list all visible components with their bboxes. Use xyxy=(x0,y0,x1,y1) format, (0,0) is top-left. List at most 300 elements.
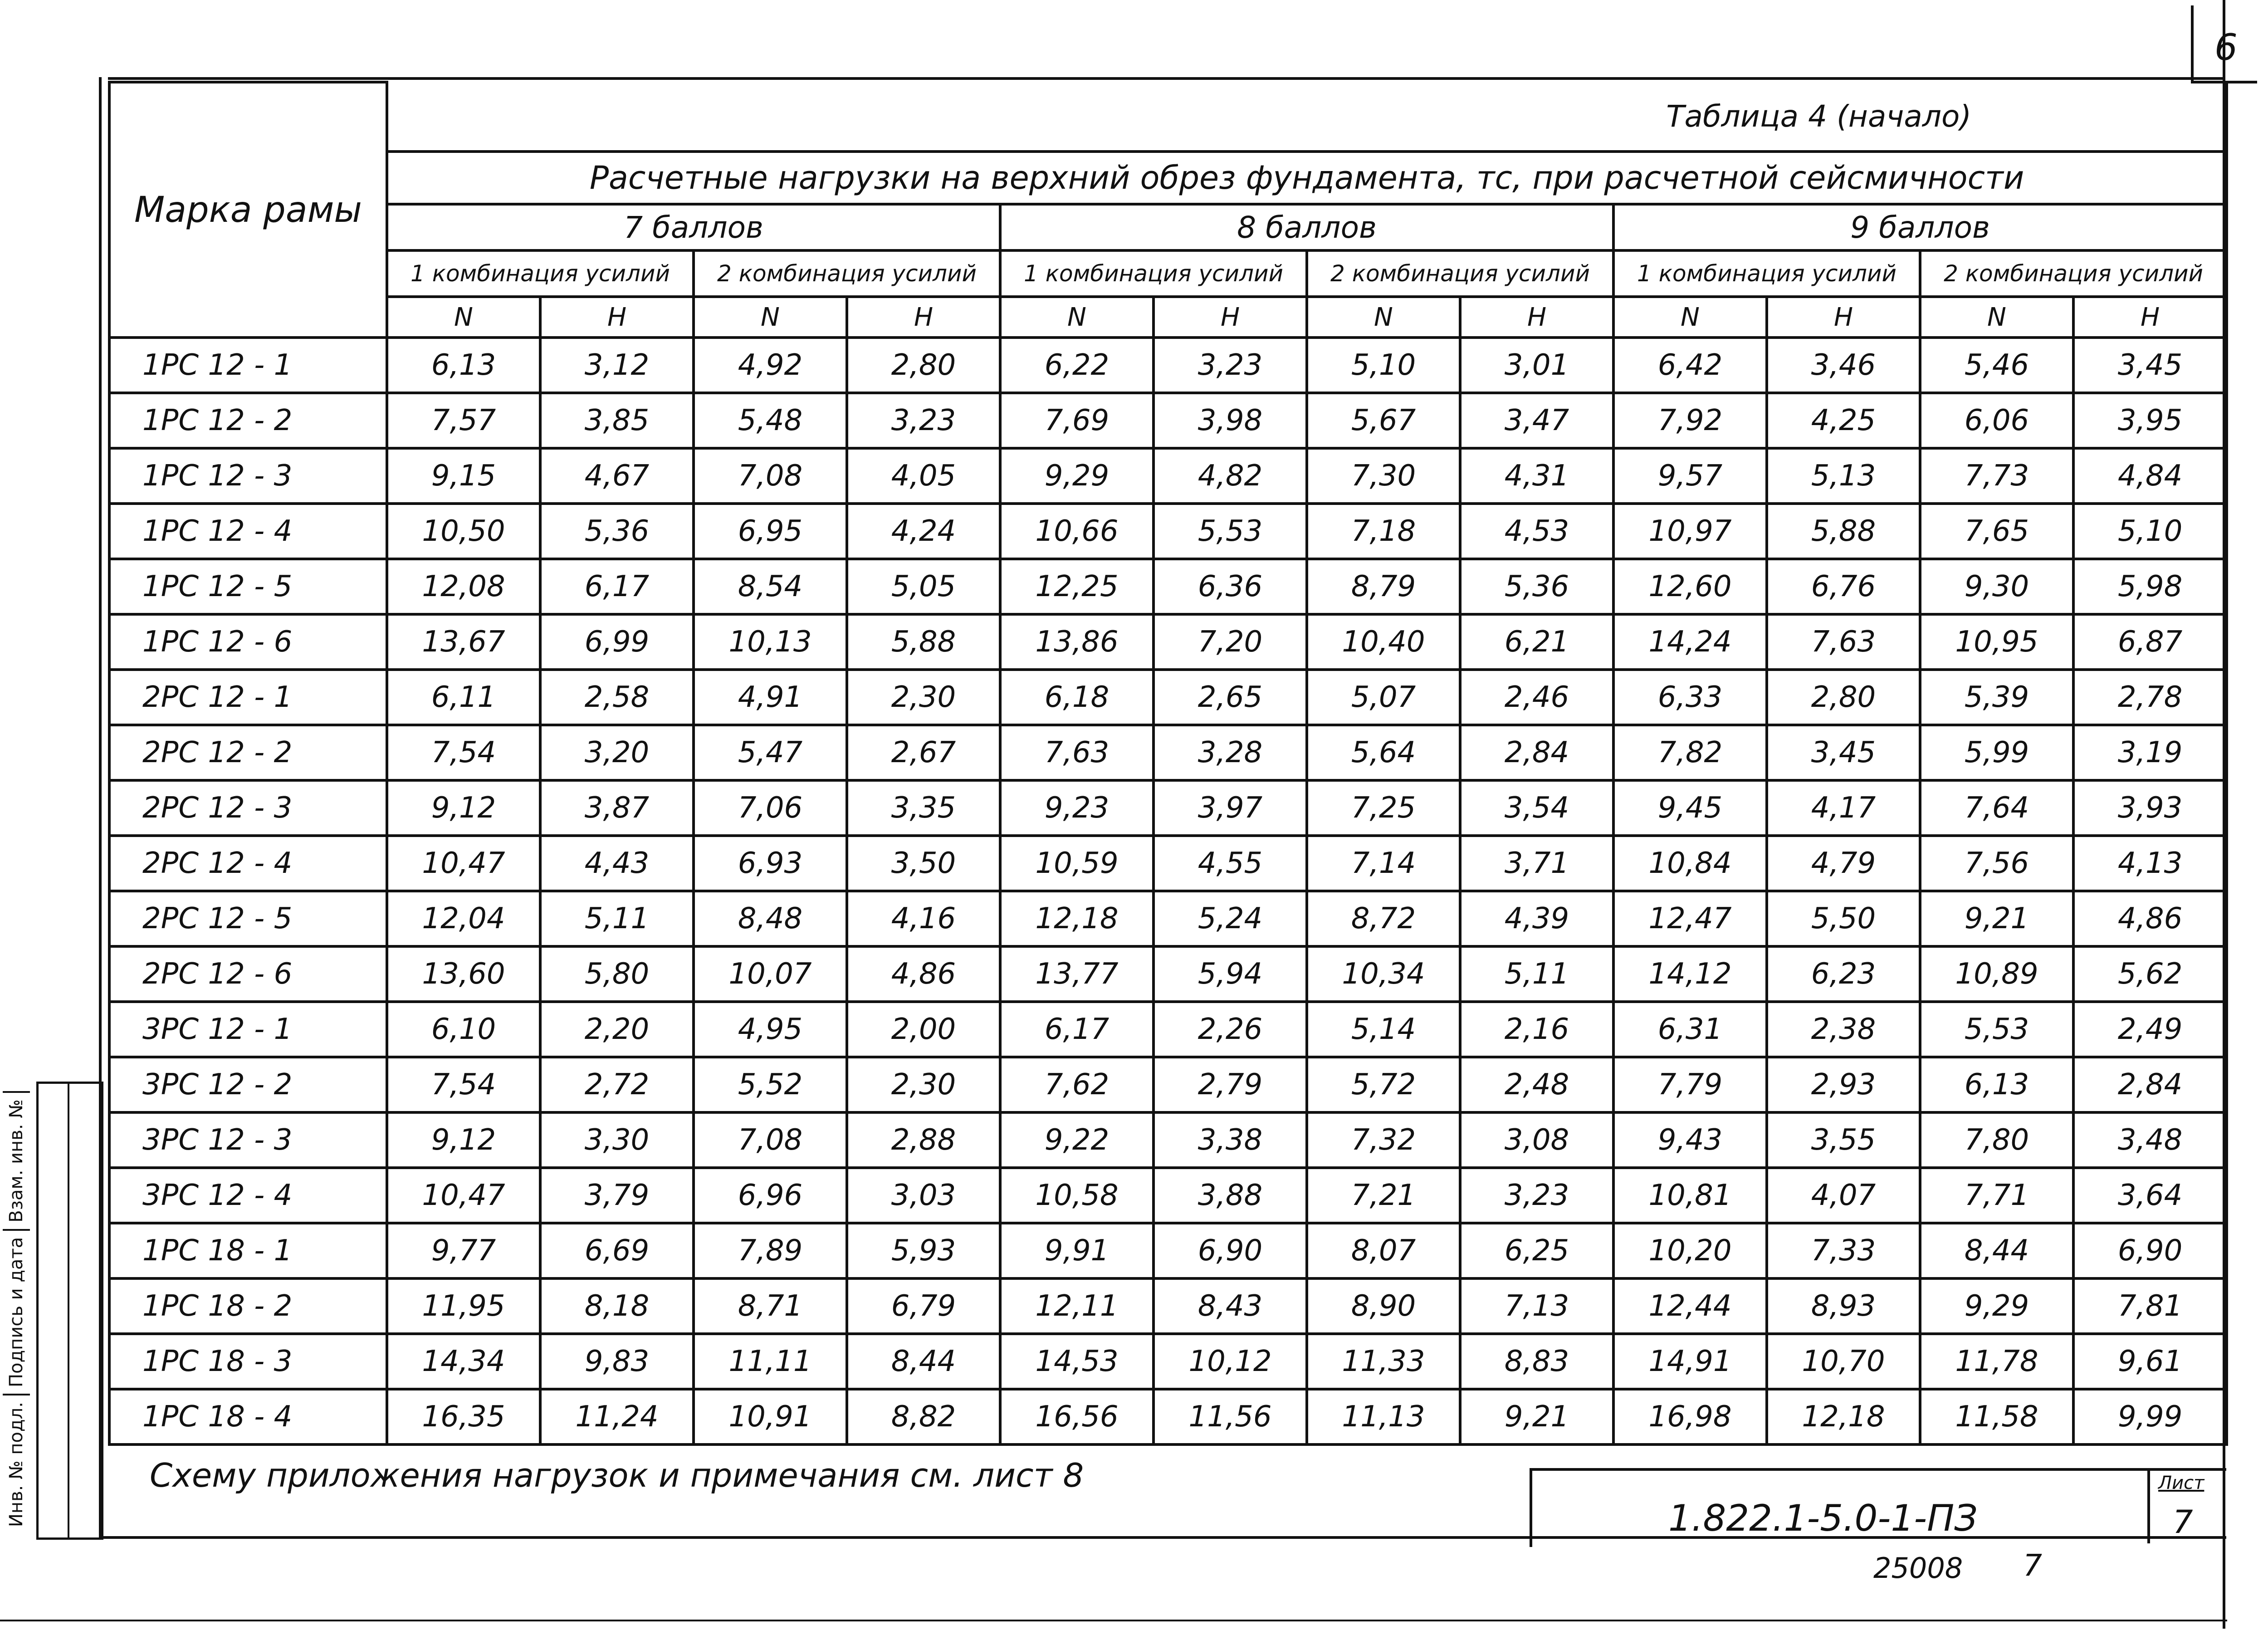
loads-table xyxy=(108,81,2228,1446)
value-cell: 10,13 xyxy=(694,614,847,670)
value-cell: 11,24 xyxy=(540,1389,694,1444)
value-cell: 10,70 xyxy=(1767,1334,1920,1389)
value-cell: 3,20 xyxy=(540,725,694,780)
table-row xyxy=(109,1223,2227,1278)
value-cell: 2,49 xyxy=(2073,1002,2227,1057)
value-cell: 8,93 xyxy=(1767,1278,1920,1334)
row-mark: 2РС 12 - 5 xyxy=(109,891,387,946)
value-cell: 5,47 xyxy=(694,725,847,780)
table-row xyxy=(109,836,2227,891)
value-cell: 7,08 xyxy=(694,448,847,504)
value-cell: 6,25 xyxy=(1460,1223,1613,1278)
value-cell: 7,57 xyxy=(387,393,540,448)
value-cell: 2,48 xyxy=(1460,1057,1613,1112)
mark-header: Марка рамы xyxy=(134,189,362,230)
value-cell: 6,23 xyxy=(1767,946,1920,1002)
value-cell: 2,80 xyxy=(847,338,1000,393)
value-cell: 3,47 xyxy=(1460,393,1613,448)
value-cell: 12,44 xyxy=(1613,1278,1767,1334)
value-cell: 5,52 xyxy=(694,1057,847,1112)
value-cell: 5,05 xyxy=(847,559,1000,614)
table-row xyxy=(109,448,2227,504)
value-cell: 3,23 xyxy=(847,393,1000,448)
value-cell: 2,93 xyxy=(1767,1057,1920,1112)
value-cell: 14,53 xyxy=(1000,1334,1154,1389)
value-cell: 3,79 xyxy=(540,1168,694,1223)
value-cell: 9,23 xyxy=(1000,780,1154,836)
table-row xyxy=(109,1278,2227,1334)
row-mark: 1РС 18 - 3 xyxy=(109,1334,387,1389)
value-cell: 11,11 xyxy=(694,1334,847,1389)
value-cell: 4,79 xyxy=(1767,836,1920,891)
table-row xyxy=(109,1002,2227,1057)
value-cell: 3,28 xyxy=(1154,725,1307,780)
value-cell: 2,65 xyxy=(1154,670,1307,725)
combo-header: 1 комбинация усилий xyxy=(1000,250,1307,297)
value-cell: 9,21 xyxy=(1920,891,2073,946)
value-cell: 7,82 xyxy=(1613,725,1767,780)
value-cell: 9,22 xyxy=(1000,1112,1154,1168)
value-cell: 12,11 xyxy=(1000,1278,1154,1334)
table-row xyxy=(109,780,2227,836)
sheet-label: Лист xyxy=(2158,1473,2204,1493)
value-cell: 10,66 xyxy=(1000,504,1154,559)
value-cell: 3,46 xyxy=(1767,338,1920,393)
value-cell: 6,13 xyxy=(1920,1057,2073,1112)
value-cell: 4,24 xyxy=(847,504,1000,559)
value-cell: 8,44 xyxy=(1920,1223,2073,1278)
value-cell: 5,72 xyxy=(1307,1057,1460,1112)
value-cell: 2,84 xyxy=(2073,1057,2227,1112)
row-mark: 2РС 12 - 2 xyxy=(109,725,387,780)
row-mark: 1РС 18 - 1 xyxy=(109,1223,387,1278)
value-cell: 7,73 xyxy=(1920,448,2073,504)
value-cell: 2,88 xyxy=(847,1112,1000,1168)
mark-header-cell xyxy=(109,82,387,338)
row-mark: 3РС 12 - 1 xyxy=(109,1002,387,1057)
side-label-sign: Подпись и дата xyxy=(3,1229,30,1394)
page-number: 7 xyxy=(2023,1548,2042,1583)
table-row xyxy=(109,1057,2227,1112)
value-cell: 6,99 xyxy=(540,614,694,670)
value-cell: 9,83 xyxy=(540,1334,694,1389)
value-cell: 8,72 xyxy=(1307,891,1460,946)
footnote: Схему приложения нагрузок и примечания см. лист 8 xyxy=(150,1456,1084,1494)
value-cell: 5,53 xyxy=(1920,1002,2073,1057)
value-cell: 8,71 xyxy=(694,1278,847,1334)
value-cell: 4,95 xyxy=(694,1002,847,1057)
nh-header-cell: N xyxy=(387,297,540,338)
value-cell: 7,89 xyxy=(694,1223,847,1278)
value-cell: 14,91 xyxy=(1613,1334,1767,1389)
value-cell: 16,35 xyxy=(387,1389,540,1444)
value-cell: 12,18 xyxy=(1000,891,1154,946)
value-cell: 10,58 xyxy=(1000,1168,1154,1223)
value-cell: 8,82 xyxy=(847,1389,1000,1444)
value-cell: 7,33 xyxy=(1767,1223,1920,1278)
value-cell: 2,46 xyxy=(1460,670,1613,725)
value-cell: 7,92 xyxy=(1613,393,1767,448)
value-cell: 7,06 xyxy=(694,780,847,836)
value-cell: 8,07 xyxy=(1307,1223,1460,1278)
row-mark: 1РС 12 - 6 xyxy=(109,614,387,670)
side-stamp-labels xyxy=(3,1091,30,1533)
value-cell: 5,13 xyxy=(1767,448,1920,504)
value-cell: 7,80 xyxy=(1920,1112,2073,1168)
value-cell: 6,17 xyxy=(1000,1002,1154,1057)
value-cell: 14,12 xyxy=(1613,946,1767,1002)
table-row xyxy=(109,891,2227,946)
value-cell: 2,38 xyxy=(1767,1002,1920,1057)
value-cell: 5,62 xyxy=(2073,946,2227,1002)
value-cell: 8,48 xyxy=(694,891,847,946)
value-cell: 5,10 xyxy=(1307,338,1460,393)
value-cell: 6,13 xyxy=(387,338,540,393)
row-mark: 2РС 12 - 6 xyxy=(109,946,387,1002)
value-cell: 10,20 xyxy=(1613,1223,1767,1278)
nh-header-cell: H xyxy=(540,297,694,338)
row-mark: 3РС 12 - 4 xyxy=(109,1168,387,1223)
table-row xyxy=(109,504,2227,559)
level-9: 9 баллов xyxy=(1613,204,2227,250)
value-cell: 7,71 xyxy=(1920,1168,2073,1223)
value-cell: 7,79 xyxy=(1613,1057,1767,1112)
value-cell: 3,08 xyxy=(1460,1112,1613,1168)
table-row xyxy=(109,725,2227,780)
value-cell: 10,07 xyxy=(694,946,847,1002)
value-cell: 8,83 xyxy=(1460,1334,1613,1389)
value-cell: 10,59 xyxy=(1000,836,1154,891)
value-cell: 4,86 xyxy=(847,946,1000,1002)
value-cell: 7,63 xyxy=(1000,725,1154,780)
value-cell: 4,43 xyxy=(540,836,694,891)
archive-number: 25008 xyxy=(1873,1552,1963,1585)
value-cell: 4,84 xyxy=(2073,448,2227,504)
value-cell: 4,17 xyxy=(1767,780,1920,836)
value-cell: 10,91 xyxy=(694,1389,847,1444)
value-cell: 3,30 xyxy=(540,1112,694,1168)
value-cell: 11,13 xyxy=(1307,1389,1460,1444)
value-cell: 6,06 xyxy=(1920,393,2073,448)
value-cell: 10,97 xyxy=(1613,504,1767,559)
value-cell: 9,61 xyxy=(2073,1334,2227,1389)
value-cell: 9,30 xyxy=(1920,559,2073,614)
table-row xyxy=(109,1389,2227,1444)
value-cell: 3,12 xyxy=(540,338,694,393)
value-cell: 5,88 xyxy=(1767,504,1920,559)
table-row xyxy=(109,393,2227,448)
value-cell: 3,54 xyxy=(1460,780,1613,836)
table-row xyxy=(109,338,2227,393)
row-mark: 1РС 18 - 4 xyxy=(109,1389,387,1444)
value-cell: 7,54 xyxy=(387,1057,540,1112)
row-mark: 1РС 12 - 3 xyxy=(109,448,387,504)
value-cell: 12,04 xyxy=(387,891,540,946)
row-mark: 1РС 12 - 5 xyxy=(109,559,387,614)
value-cell: 3,97 xyxy=(1154,780,1307,836)
value-cell: 3,50 xyxy=(847,836,1000,891)
row-mark: 1РС 12 - 1 xyxy=(109,338,387,393)
value-cell: 7,62 xyxy=(1000,1057,1154,1112)
nh-header-cell: N xyxy=(1307,297,1460,338)
value-cell: 10,95 xyxy=(1920,614,2073,670)
combo-header: 2 комбинация усилий xyxy=(1307,250,1613,297)
combo-header: 1 комбинация усилий xyxy=(1613,250,1920,297)
value-cell: 4,07 xyxy=(1767,1168,1920,1223)
table-row xyxy=(109,1168,2227,1223)
value-cell: 11,56 xyxy=(1154,1389,1307,1444)
value-cell: 3,23 xyxy=(1154,338,1307,393)
value-cell: 16,98 xyxy=(1613,1389,1767,1444)
value-cell: 2,67 xyxy=(847,725,1000,780)
side-label-replace: Взам. инв. № xyxy=(3,1091,30,1229)
value-cell: 12,18 xyxy=(1767,1389,1920,1444)
value-cell: 6,21 xyxy=(1460,614,1613,670)
value-cell: 7,30 xyxy=(1307,448,1460,504)
value-cell: 5,50 xyxy=(1767,891,1920,946)
value-cell: 3,45 xyxy=(1767,725,1920,780)
table-row xyxy=(109,559,2227,614)
corner-sheet-number: 6 xyxy=(2214,26,2238,69)
value-cell: 5,24 xyxy=(1154,891,1307,946)
row-mark: 1РС 12 - 4 xyxy=(109,504,387,559)
value-cell: 5,88 xyxy=(847,614,1000,670)
value-cell: 3,87 xyxy=(540,780,694,836)
value-cell: 14,24 xyxy=(1613,614,1767,670)
value-cell: 10,47 xyxy=(387,836,540,891)
value-cell: 7,18 xyxy=(1307,504,1460,559)
value-cell: 6,87 xyxy=(2073,614,2227,670)
value-cell: 10,84 xyxy=(1613,836,1767,891)
row-mark: 1РС 18 - 2 xyxy=(109,1278,387,1334)
frame-top-line xyxy=(108,77,2225,80)
value-cell: 5,48 xyxy=(694,393,847,448)
value-cell: 6,95 xyxy=(694,504,847,559)
value-cell: 12,08 xyxy=(387,559,540,614)
value-cell: 3,48 xyxy=(2073,1112,2227,1168)
nh-header-cell: H xyxy=(1460,297,1613,338)
combo-header: 2 комбинация усилий xyxy=(694,250,1000,297)
value-cell: 5,46 xyxy=(1920,338,2073,393)
table-caption: Таблица 4 (начало) xyxy=(1666,98,1972,134)
nh-header-cell: H xyxy=(1767,297,1920,338)
value-cell: 12,25 xyxy=(1000,559,1154,614)
value-cell: 3,01 xyxy=(1460,338,1613,393)
value-cell: 6,22 xyxy=(1000,338,1154,393)
value-cell: 7,65 xyxy=(1920,504,2073,559)
value-cell: 4,53 xyxy=(1460,504,1613,559)
value-cell: 4,25 xyxy=(1767,393,1920,448)
value-cell: 13,77 xyxy=(1000,946,1154,1002)
value-cell: 3,95 xyxy=(2073,393,2227,448)
value-cell: 4,91 xyxy=(694,670,847,725)
value-cell: 2,79 xyxy=(1154,1057,1307,1112)
value-cell: 7,56 xyxy=(1920,836,2073,891)
document-code: 1.822.1-5.0-1-ПЗ xyxy=(1668,1497,1978,1539)
combo-header: 1 комбинация усилий xyxy=(387,250,694,297)
value-cell: 9,43 xyxy=(1613,1112,1767,1168)
side-stamp-strip xyxy=(36,1082,103,1540)
value-cell: 10,47 xyxy=(387,1168,540,1223)
row-mark: 2РС 12 - 3 xyxy=(109,780,387,836)
value-cell: 8,43 xyxy=(1154,1278,1307,1334)
value-cell: 4,13 xyxy=(2073,836,2227,891)
value-cell: 14,34 xyxy=(387,1334,540,1389)
value-cell: 9,77 xyxy=(387,1223,540,1278)
nh-header-row xyxy=(109,297,2227,338)
value-cell: 7,08 xyxy=(694,1112,847,1168)
value-cell: 3,93 xyxy=(2073,780,2227,836)
value-cell: 13,67 xyxy=(387,614,540,670)
value-cell: 5,36 xyxy=(540,504,694,559)
value-cell: 9,45 xyxy=(1613,780,1767,836)
value-cell: 5,64 xyxy=(1307,725,1460,780)
table-row xyxy=(109,946,2227,1002)
value-cell: 3,88 xyxy=(1154,1168,1307,1223)
value-cell: 2,00 xyxy=(847,1002,1000,1057)
value-cell: 3,19 xyxy=(2073,725,2227,780)
value-cell: 6,90 xyxy=(1154,1223,1307,1278)
value-cell: 4,92 xyxy=(694,338,847,393)
title-block xyxy=(1530,1468,2226,1547)
value-cell: 3,38 xyxy=(1154,1112,1307,1168)
value-cell: 5,99 xyxy=(1920,725,2073,780)
value-cell: 7,21 xyxy=(1307,1168,1460,1223)
value-cell: 6,79 xyxy=(847,1278,1000,1334)
row-mark: 2РС 12 - 4 xyxy=(109,836,387,891)
value-cell: 6,36 xyxy=(1154,559,1307,614)
value-cell: 3,98 xyxy=(1154,393,1307,448)
value-cell: 8,90 xyxy=(1307,1278,1460,1334)
value-cell: 5,53 xyxy=(1154,504,1307,559)
corner-sheet-box xyxy=(2191,5,2257,83)
value-cell: 6,42 xyxy=(1613,338,1767,393)
value-cell: 5,39 xyxy=(1920,670,2073,725)
value-cell: 9,12 xyxy=(387,780,540,836)
row-mark: 1РС 12 - 2 xyxy=(109,393,387,448)
nh-header-cell: N xyxy=(1000,297,1154,338)
value-cell: 2,16 xyxy=(1460,1002,1613,1057)
value-cell: 13,60 xyxy=(387,946,540,1002)
side-column xyxy=(39,1084,69,1537)
value-cell: 11,78 xyxy=(1920,1334,2073,1389)
value-cell: 4,05 xyxy=(847,448,1000,504)
table-caption-cell xyxy=(387,82,2227,152)
value-cell: 5,67 xyxy=(1307,393,1460,448)
value-cell: 8,18 xyxy=(540,1278,694,1334)
page-bottom-line xyxy=(0,1620,2227,1621)
value-cell: 7,54 xyxy=(387,725,540,780)
value-cell: 4,39 xyxy=(1460,891,1613,946)
value-cell: 3,71 xyxy=(1460,836,1613,891)
value-cell: 4,67 xyxy=(540,448,694,504)
value-cell: 4,82 xyxy=(1154,448,1307,504)
value-cell: 3,35 xyxy=(847,780,1000,836)
value-cell: 16,56 xyxy=(1000,1389,1154,1444)
value-cell: 2,30 xyxy=(847,1057,1000,1112)
value-cell: 3,23 xyxy=(1460,1168,1613,1223)
value-cell: 6,11 xyxy=(387,670,540,725)
value-cell: 3,55 xyxy=(1767,1112,1920,1168)
value-cell: 10,34 xyxy=(1307,946,1460,1002)
value-cell: 2,78 xyxy=(2073,670,2227,725)
nh-header-cell: H xyxy=(2073,297,2227,338)
value-cell: 12,60 xyxy=(1613,559,1767,614)
value-cell: 6,18 xyxy=(1000,670,1154,725)
value-cell: 2,30 xyxy=(847,670,1000,725)
value-cell: 7,81 xyxy=(2073,1278,2227,1334)
value-cell: 3,03 xyxy=(847,1168,1000,1223)
row-mark: 2РС 12 - 1 xyxy=(109,670,387,725)
value-cell: 3,85 xyxy=(540,393,694,448)
value-cell: 2,80 xyxy=(1767,670,1920,725)
table-row xyxy=(109,670,2227,725)
value-cell: 9,12 xyxy=(387,1112,540,1168)
value-cell: 9,29 xyxy=(1920,1278,2073,1334)
value-cell: 6,96 xyxy=(694,1168,847,1223)
value-cell: 6,69 xyxy=(540,1223,694,1278)
value-cell: 7,32 xyxy=(1307,1112,1460,1168)
value-cell: 11,58 xyxy=(1920,1389,2073,1444)
value-cell: 2,84 xyxy=(1460,725,1613,780)
level-8: 8 баллов xyxy=(1000,204,1613,250)
value-cell: 6,17 xyxy=(540,559,694,614)
value-cell: 7,64 xyxy=(1920,780,2073,836)
combo-header: 2 комбинация усилий xyxy=(1920,250,2227,297)
value-cell: 5,14 xyxy=(1307,1002,1460,1057)
value-cell: 10,12 xyxy=(1154,1334,1307,1389)
loads-title: Расчетные нагрузки на верхний обрез фундамента, тс, при расчетной сейсмичности xyxy=(589,159,2024,196)
value-cell: 11,95 xyxy=(387,1278,540,1334)
sheet-number: 7 xyxy=(2173,1503,2193,1541)
value-cell: 9,15 xyxy=(387,448,540,504)
value-cell: 13,86 xyxy=(1000,614,1154,670)
table-row xyxy=(109,1112,2227,1168)
value-cell: 5,10 xyxy=(2073,504,2227,559)
value-cell: 6,90 xyxy=(2073,1223,2227,1278)
row-mark: 3РС 12 - 3 xyxy=(109,1112,387,1168)
nh-header-cell: H xyxy=(1154,297,1307,338)
value-cell: 7,14 xyxy=(1307,836,1460,891)
value-cell: 8,44 xyxy=(847,1334,1000,1389)
table-row xyxy=(109,1334,2227,1389)
sheet-label-box xyxy=(2147,1471,2215,1543)
nh-header-cell: N xyxy=(694,297,847,338)
value-cell: 9,57 xyxy=(1613,448,1767,504)
value-cell: 7,69 xyxy=(1000,393,1154,448)
value-cell: 6,33 xyxy=(1613,670,1767,725)
value-cell: 5,80 xyxy=(540,946,694,1002)
value-cell: 7,25 xyxy=(1307,780,1460,836)
value-cell: 4,31 xyxy=(1460,448,1613,504)
value-cell: 9,91 xyxy=(1000,1223,1154,1278)
value-cell: 2,20 xyxy=(540,1002,694,1057)
value-cell: 4,55 xyxy=(1154,836,1307,891)
value-cell: 5,98 xyxy=(2073,559,2227,614)
value-cell: 5,11 xyxy=(1460,946,1613,1002)
value-cell: 10,89 xyxy=(1920,946,2073,1002)
value-cell: 5,07 xyxy=(1307,670,1460,725)
table-body xyxy=(109,338,2227,1444)
value-cell: 3,64 xyxy=(2073,1168,2227,1223)
value-cell: 5,94 xyxy=(1154,946,1307,1002)
loads-title-cell xyxy=(387,152,2227,204)
value-cell: 6,10 xyxy=(387,1002,540,1057)
level-7: 7 баллов xyxy=(387,204,1000,250)
value-cell: 4,86 xyxy=(2073,891,2227,946)
value-cell: 12,47 xyxy=(1613,891,1767,946)
value-cell: 5,36 xyxy=(1460,559,1613,614)
